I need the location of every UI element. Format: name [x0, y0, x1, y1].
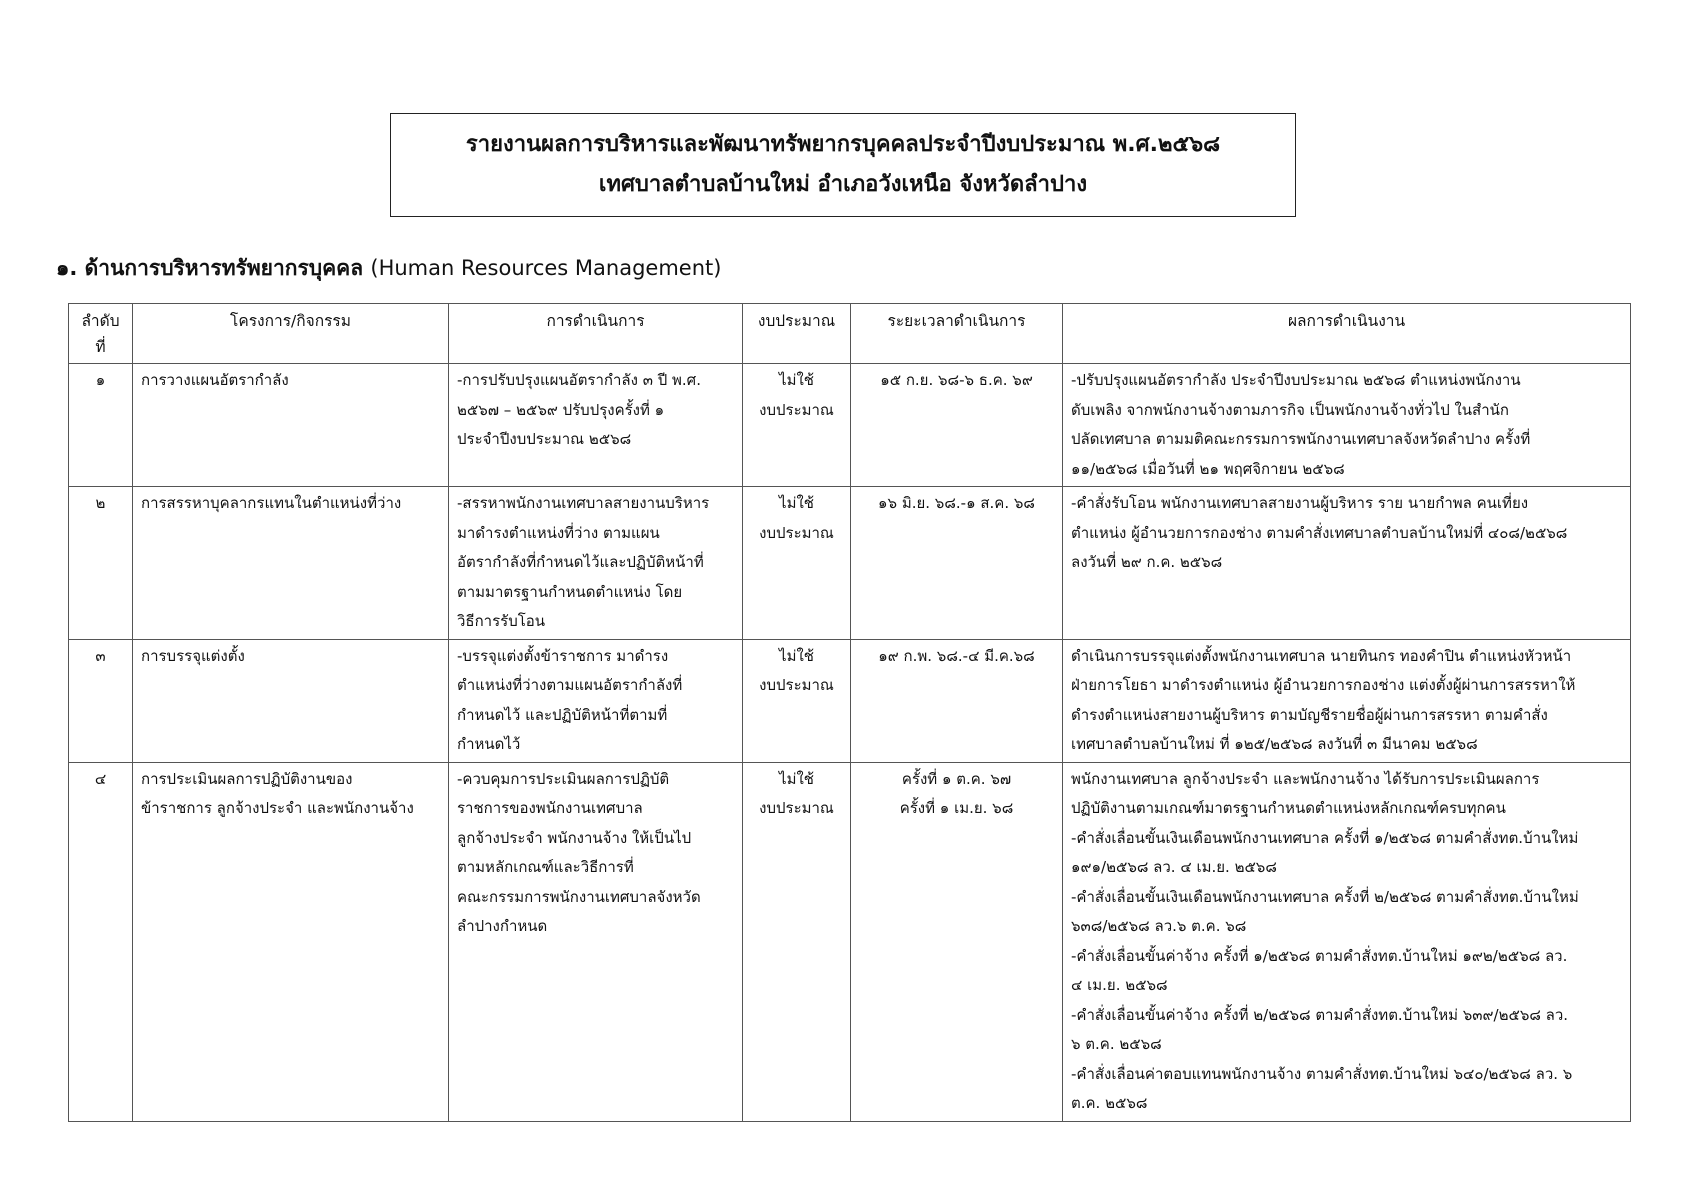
cell-text-line: -คำสั่งเลื่อนขั้นเงินเดือนพนักงานเทศบาล ครั้งที่ ๑/๒๕๖๘ ตามคำสั่งทต.บ้านใหม่ [1071, 828, 1579, 847]
cell-text-line: ราชการของพนักงานเทศบาล [457, 799, 643, 817]
cell-text-line: ที่ [95, 338, 106, 356]
cell-text-line: ไม่ใช้ [779, 494, 814, 512]
cell-action [449, 639, 743, 762]
table-row [69, 487, 1631, 640]
cell-text-line: -สรรหาพนักงานเทศบาลสายงานบริหาร [457, 494, 710, 512]
cell-project [133, 487, 449, 640]
cell-text-line: -คำสั่งรับโอน พนักงานเทศบาลสายงานผู้บริหาร ราย นายกำพล คนเที่ยง [1071, 494, 1529, 512]
cell-project [133, 762, 449, 1121]
cell-text-line: เทศบาลตำบลบ้านใหม่ ที่ ๑๒๕/๒๕๖๘ ลงวันที่ ๓ มีนาคม ๒๕๖๘ [1071, 735, 1478, 753]
cell-text-line: ไม่ใช้ [779, 769, 814, 788]
cell-text-line: งบประมาณ [759, 523, 834, 542]
cell-text-line: ๖๓๘/๒๕๖๘ ลว.๖ ต.ค. ๖๘ [1071, 917, 1247, 935]
cell-text-line: การสรรหาบุคลากรแทนในตำแหน่งที่ว่าง [141, 494, 402, 512]
cell-project [133, 639, 449, 762]
table-row [69, 364, 1631, 487]
table-row [69, 639, 1631, 762]
header-num [69, 304, 133, 364]
cell-text-line: กำหนดไว้ และปฏิบัติหน้าที่ตามที่ [457, 705, 668, 724]
cell-text-line: ๒๕๖๗ – ๒๕๖๙ ปรับปรุงครั้งที่ ๑ [457, 400, 665, 419]
document-title-box [390, 113, 1296, 217]
cell-text-line: ตามหลักเกณฑ์และวิธีการที่ [457, 858, 634, 876]
cell-text-line: ประจำปีงบประมาณ ๒๕๖๘ [457, 430, 632, 448]
cell-text-line: -คำสั่งเลื่อนขั้นค่าจ้าง ครั้งที่ ๒/๒๕๖๘ ตามคำสั่งทต.บ้านใหม่ ๖๓๙/๒๕๖๘ ลว. [1071, 1005, 1569, 1024]
table-row [69, 762, 1631, 1121]
cell-text-line: -การปรับปรุงแผนอัตรากำลัง ๓ ปี พ.ศ. [457, 371, 701, 389]
cell-action [449, 762, 743, 1121]
cell-text-line: ตำแหน่งที่ว่างตามแผนอัตรากำลังที่ [457, 676, 683, 694]
cell-text-line: งบประมาณ [759, 676, 834, 694]
cell-text-line: วิธีการรับโอน [457, 612, 546, 630]
cell-text-line: ตามมาตรฐานกำหนดตำแหน่ง โดย [457, 582, 683, 601]
cell-num: ๓ [69, 639, 133, 762]
cell-text-line: ๑๙ ก.พ. ๖๘.-๔ มี.ค.๖๘ [878, 646, 1035, 665]
cell-text-line: ข้าราชการ ลูกจ้างประจำ และพนักงานจ้าง [141, 799, 414, 817]
cell-text-line: ดำรงตำแหน่งสายงานผู้บริหาร ตามบัญชีรายชื่อผู้ผ่านการสรรหา ตามคำสั่ง [1071, 705, 1548, 724]
cell-result [1063, 364, 1631, 487]
cell-text-line: ๔ เม.ย. ๒๕๖๘ [1071, 976, 1168, 994]
cell-result [1063, 762, 1631, 1121]
cell-text-line: ลำปางกำหนด [457, 917, 548, 935]
cell-text-line: -คำสั่งเลื่อนขั้นเงินเดือนพนักงานเทศบาล ครั้งที่ ๒/๒๕๖๘ ตามคำสั่งทต.บ้านใหม่ [1071, 887, 1579, 906]
cell-text-line: การบรรจุแต่งตั้ง [141, 646, 245, 665]
cell-text-line: งบประมาณ [759, 799, 834, 817]
header-project: โครงการ/กิจกรรม [133, 304, 449, 364]
cell-text-line: ไม่ใช้ [779, 646, 814, 665]
cell-text-line: อัตรากำลังที่กำหนดไว้และปฏิบัติหน้าที่ [457, 553, 704, 571]
cell-text-line: มาดำรงตำแหน่งที่ว่าง ตามแผน [457, 523, 660, 542]
cell-text-line: คณะกรรมการพนักงานเทศบาลจังหวัด [457, 887, 701, 906]
cell-num: ๒ [69, 487, 133, 640]
cell-budget [743, 364, 851, 487]
header-action: การดำเนินการ [449, 304, 743, 364]
cell-text-line: ๖ ต.ค. ๒๕๖๘ [1071, 1035, 1162, 1053]
cell-result [1063, 639, 1631, 762]
cell-text-line: ๑๖ มิ.ย. ๖๘.-๑ ส.ค. ๖๘ [878, 494, 1035, 512]
cell-period [851, 364, 1063, 487]
cell-period [851, 487, 1063, 640]
cell-text-line: การประเมินผลการปฏิบัติงานของ [141, 769, 353, 788]
cell-period [851, 639, 1063, 762]
cell-budget [743, 762, 851, 1121]
cell-text-line: -คำสั่งเลื่อนขั้นค่าจ้าง ครั้งที่ ๑/๒๕๖๘ ตามคำสั่งทต.บ้านใหม่ ๑๙๒/๒๕๖๘ ลว. [1071, 946, 1568, 965]
header-period: ระยะเวลาดำเนินการ [851, 304, 1063, 364]
cell-project [133, 364, 449, 487]
section-heading-english: (Human Resources Management) [370, 256, 722, 280]
cell-text-line: ฝ่ายการโยธา มาดำรงตำแหน่ง ผู้อำนวยการกองช่าง แต่งตั้งผู้ผ่านการสรรหาให้ [1071, 676, 1576, 694]
cell-text-line: ครั้งที่ ๑ เม.ย. ๖๘ [899, 799, 1014, 817]
cell-text-line: ไม่ใช้ [779, 371, 814, 389]
cell-period [851, 762, 1063, 1121]
cell-action [449, 364, 743, 487]
section-heading-thai: ๑. ด้านการบริหารทรัพยากรบุคคล [56, 256, 364, 280]
cell-text-line: ต.ค. ๒๕๖๘ [1071, 1094, 1148, 1112]
cell-text-line: ๑๙๑/๒๕๖๘ ลว. ๔ เม.ย. ๒๕๖๘ [1071, 858, 1277, 876]
cell-text-line: ดำเนินการบรรจุแต่งตั้งพนักงานเทศบาล นายทินกร ทองคำปิน ตำแหน่งหัวหน้า [1071, 646, 1572, 665]
document-title-line-1: รายงานผลการบริหารและพัฒนาทรัพยากรบุคคลประจำปีงบประมาณ พ.ศ.๒๕๖๘ [465, 132, 1221, 157]
cell-text-line: ลำดับ [81, 312, 120, 330]
document-title-line-2: เทศบาลตำบลบ้านใหม่ อำเภอวังเหนือ จังหวัดลำปาง [598, 172, 1088, 197]
cell-action [449, 487, 743, 640]
cell-text-line: -ปรับปรุงแผนอัตรากำลัง ประจำปีงบประมาณ ๒๕๖๘ ตำแหน่งพนักงาน [1071, 371, 1521, 389]
cell-text-line: -บรรจุแต่งตั้งข้าราชการ มาดำรง [457, 646, 669, 665]
header-budget: งบประมาณ [743, 304, 851, 364]
cell-text-line: กำหนดไว้ [457, 735, 521, 753]
cell-text-line: ๑๕ ก.ย. ๖๘-๖ ธ.ค. ๖๙ [880, 371, 1033, 389]
cell-text-line: พนักงานเทศบาล ลูกจ้างประจำ และพนักงานจ้าง ได้รับการประเมินผลการ [1071, 769, 1540, 788]
cell-text-line: -คำสั่งเลื่อนค่าตอบแทนพนักงานจ้าง ตามคำสั่งทต.บ้านใหม่ ๖๔๐/๒๕๖๘ ลว. ๖ [1071, 1064, 1573, 1083]
hr-report-table [68, 303, 1631, 1122]
cell-text-line: -ควบคุมการประเมินผลการปฏิบัติ [457, 769, 670, 788]
cell-text-line: ดับเพลิง จากพนักงานจ้างตามภารกิจ เป็นพนักงานจ้างทั่วไป ในสำนัก [1071, 400, 1509, 419]
cell-text-line: ปลัดเทศบาล ตามมติคณะกรรมการพนักงานเทศบาลจังหวัดลำปาง ครั้งที่ [1071, 430, 1531, 448]
cell-num: ๑ [69, 364, 133, 487]
cell-num: ๔ [69, 762, 133, 1121]
cell-text-line: งบประมาณ [759, 400, 834, 419]
cell-text-line: ลูกจ้างประจำ พนักงานจ้าง ให้เป็นไป [457, 828, 692, 847]
cell-text-line: ปฏิบัติงานตามเกณฑ์มาตรฐานกำหนดตำแหน่งหลักเกณฑ์ครบทุกคน [1071, 799, 1506, 817]
cell-budget [743, 487, 851, 640]
cell-text-line: ลงวันที่ ๒๙ ก.ค. ๒๕๖๘ [1071, 553, 1223, 571]
cell-budget [743, 639, 851, 762]
header-result: ผลการดำเนินงาน [1063, 304, 1631, 364]
cell-text-line: ตำแหน่ง ผู้อำนวยการกองช่าง ตามคำสั่งเทศบาลตำบลบ้านใหม่ที่ ๔๐๘/๒๕๖๘ [1071, 523, 1568, 542]
cell-text-line: การวางแผนอัตรากำลัง [141, 371, 289, 389]
table-header-row [69, 304, 1631, 364]
cell-text-line: ครั้งที่ ๑ ต.ค. ๖๗ [901, 769, 1012, 788]
cell-text-line: ๑๑/๒๕๖๘ เมื่อวันที่ ๒๑ พฤศจิกายน ๒๕๖๘ [1071, 459, 1345, 478]
section-heading [56, 252, 721, 285]
cell-result [1063, 487, 1631, 640]
